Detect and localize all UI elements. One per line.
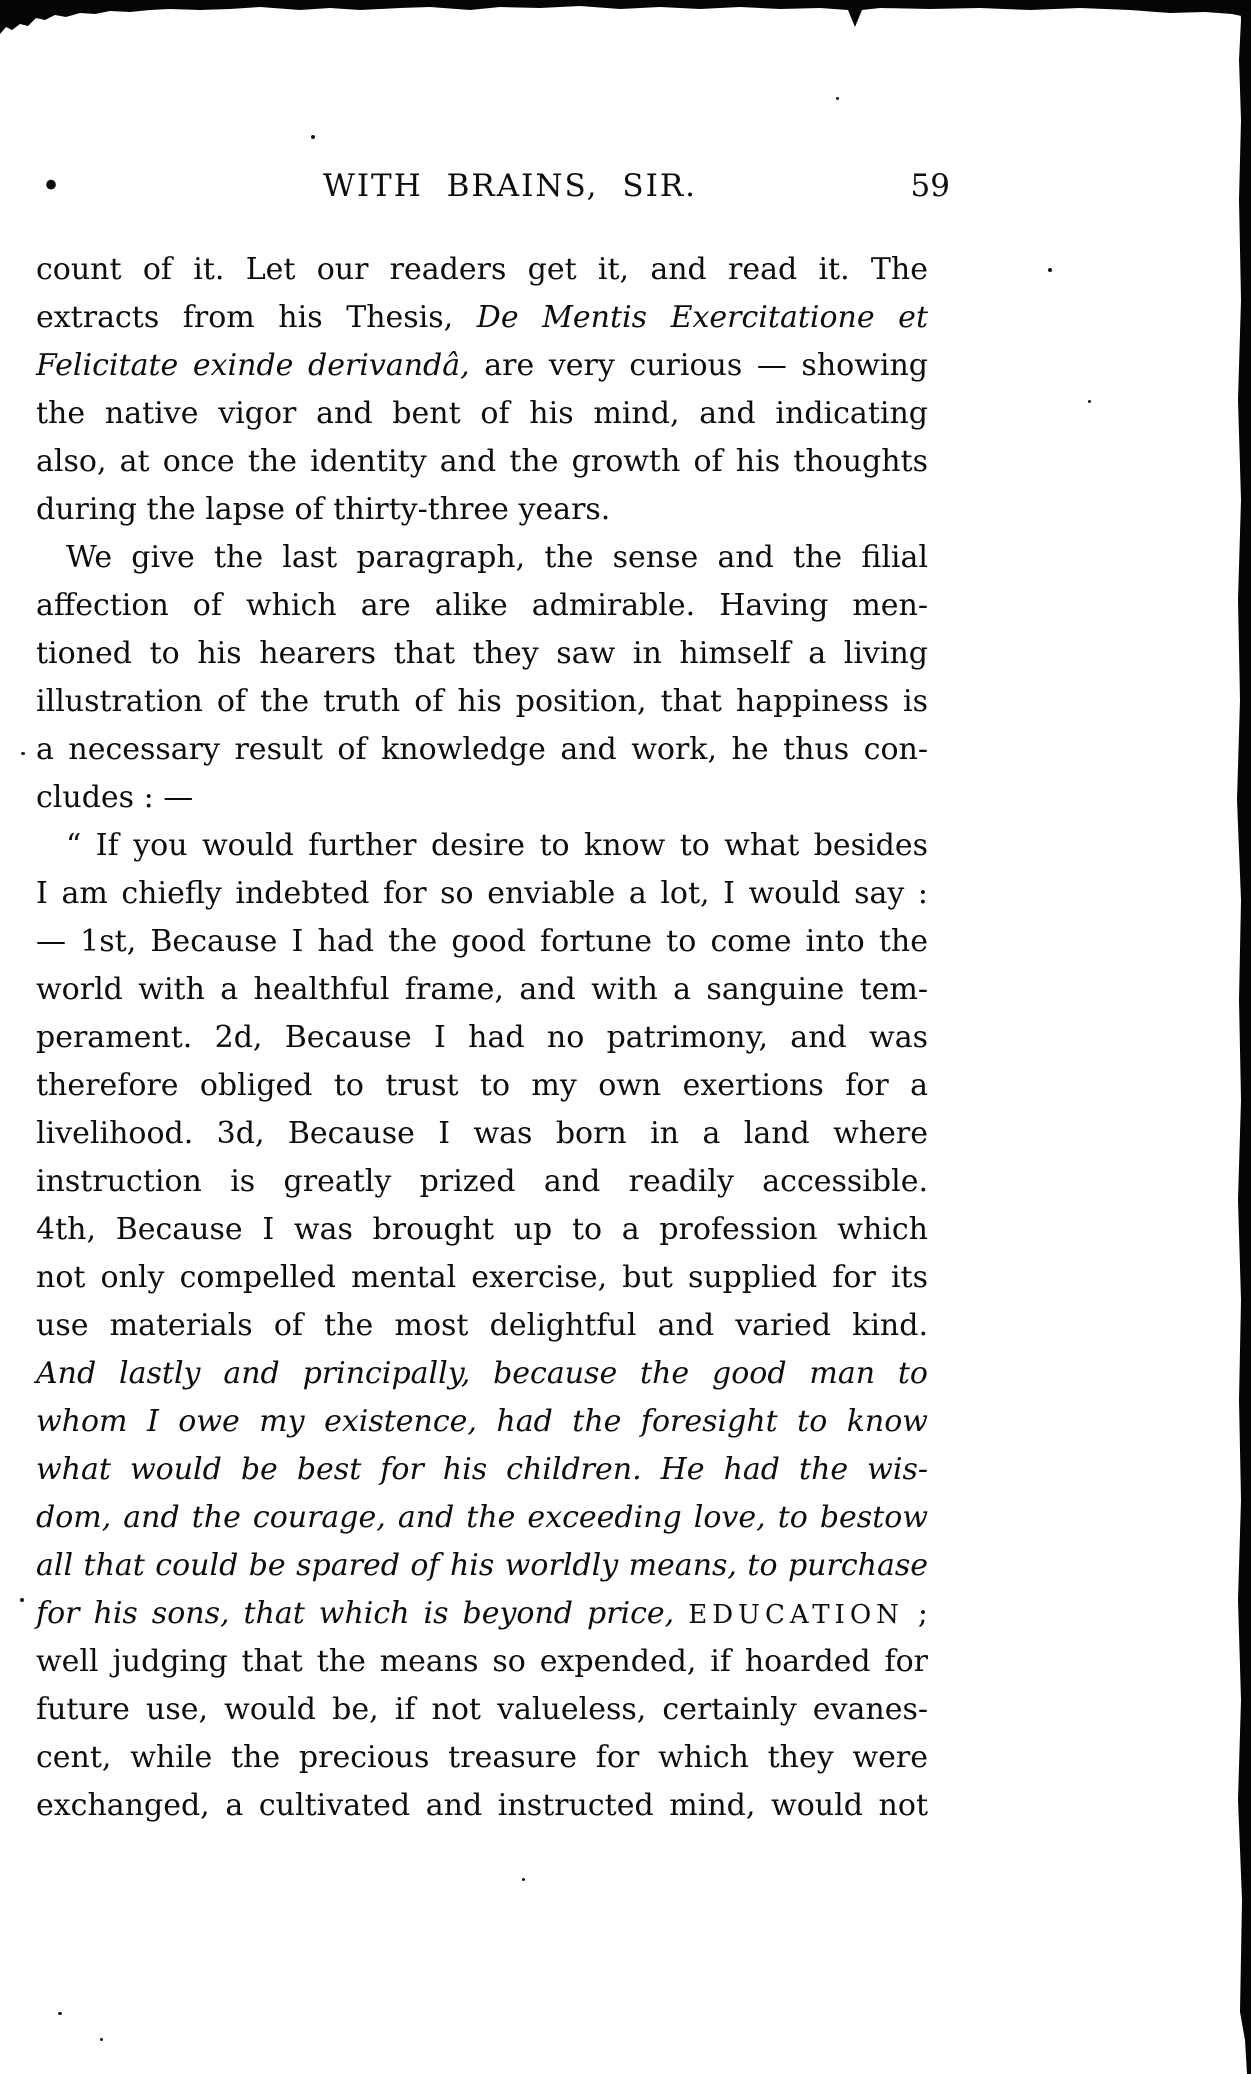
- scan-artifact-right-edge: [1237, 0, 1251, 2074]
- text-line: [36, 966, 928, 1014]
- scan-speck: [1048, 268, 1052, 272]
- text-line: [36, 582, 928, 630]
- text-line: [36, 534, 928, 582]
- scan-artifact-top-edge: [0, 0, 1251, 34]
- scan-speck: [311, 135, 315, 139]
- text-line: [36, 294, 928, 342]
- text-segment: perament. 2d, Because I had no patrimony, and was: [36, 1020, 928, 1055]
- text-line: [36, 390, 928, 438]
- page-number: 59: [910, 168, 950, 204]
- text-segment: affection of which are alike admirable. Having men-: [36, 588, 928, 623]
- text-line: [36, 1158, 928, 1206]
- text-line: [36, 1110, 928, 1158]
- scan-speck: [1088, 400, 1091, 403]
- text-segment: future use, would be, if not valueless, certainly evanes-: [36, 1692, 928, 1727]
- text-segment: cent, while the precious treasure for which they were: [36, 1740, 928, 1775]
- page-header: [36, 141, 950, 210]
- text-segment: whom I owe my existence, had the foresight to know: [36, 1404, 928, 1439]
- text-line: [36, 1638, 928, 1686]
- text-line: [36, 1494, 928, 1542]
- page-body: [36, 246, 928, 1830]
- text-segment: count of it. Let our readers get it, and read it. The: [36, 252, 928, 287]
- scan-speck: [21, 752, 25, 755]
- text-segment: during the lapse of thirty-three years.: [36, 492, 611, 527]
- text-line: [36, 870, 928, 918]
- scan-speck: [836, 97, 839, 100]
- text-segment: extracts from his Thesis,: [36, 300, 477, 335]
- text-segment: — 1st, Because I had the good fortune to come into the: [36, 924, 928, 959]
- text-segment: EDUCATION: [688, 1600, 904, 1630]
- text-segment: tioned to his hearers that they saw in himself a living: [36, 636, 928, 671]
- text-segment: are very curious — showing: [469, 348, 928, 383]
- scan-speck: [20, 1598, 24, 1602]
- text-segment: a necessary result of knowledge and work, he thus con-: [36, 732, 928, 767]
- text-segment: I am chiefly indebted for so enviable a lot, I would say :: [36, 876, 928, 911]
- stray-ink-dot: .: [42, 141, 61, 202]
- text-line: [36, 1590, 928, 1638]
- text-line: [36, 678, 928, 726]
- text-line: [36, 1686, 928, 1734]
- text-line: [36, 486, 928, 534]
- text-line: [36, 1254, 928, 1302]
- text-segment: 4th, Because I was brought up to a profession which: [36, 1212, 928, 1247]
- text-segment: Felicitate exinde derivandâ,: [36, 348, 470, 383]
- text-line: [36, 246, 928, 294]
- text-line: [36, 1350, 928, 1398]
- text-segment: world with a healthful frame, and with a sanguine tem-: [36, 972, 928, 1007]
- text-line: [36, 1446, 928, 1494]
- text-segment: not only compelled mental exercise, but supplied for its: [36, 1260, 928, 1295]
- text-line: [36, 1734, 928, 1782]
- text-segment: instruction is greatly prized and readily accessible.: [36, 1164, 928, 1199]
- text-line: [36, 630, 928, 678]
- text-segment: the native vigor and bent of his mind, and indicating: [36, 396, 928, 431]
- text-segment: exchanged, a cultivated and instructed mind, would not: [36, 1788, 928, 1823]
- text-line: [36, 822, 928, 870]
- text-line: [36, 1398, 928, 1446]
- text-line: [36, 1014, 928, 1062]
- scan-speck: [58, 2012, 62, 2015]
- text-line: [36, 1782, 928, 1830]
- text-segment: illustration of the truth of his position, that happiness is: [36, 684, 928, 719]
- text-line: [36, 774, 928, 822]
- text-segment: And lastly and principally, because the good man to: [36, 1356, 928, 1391]
- text-segment: ;: [903, 1596, 928, 1631]
- scan-speck: [100, 2038, 103, 2041]
- text-segment: well judging that the means so expended, if hoarded for: [36, 1644, 928, 1679]
- text-line: [36, 1062, 928, 1110]
- text-segment: We give the last paragraph, the sense and the filial: [66, 540, 928, 575]
- text-line: [36, 918, 928, 966]
- text-segment: what would be best for his children. He had the wis-: [36, 1452, 928, 1487]
- text-line: [36, 726, 928, 774]
- text-segment: cludes : —: [36, 780, 194, 815]
- text-segment: also, at once the identity and the growth of his thoughts: [36, 444, 928, 479]
- text-line: [36, 1302, 928, 1350]
- scan-speck: [522, 1878, 525, 1881]
- text-segment: De Mentis Exercitatione et: [476, 300, 928, 335]
- text-segment: livelihood. 3d, Because I was born in a land where: [36, 1116, 928, 1151]
- text-segment: for his sons, that which is beyond price,: [36, 1596, 689, 1631]
- text-segment: “ If you would further desire to know to what besides: [66, 828, 928, 863]
- text-line: [36, 1206, 928, 1254]
- text-segment: therefore obliged to trust to my own exertions for a: [36, 1068, 928, 1103]
- text-segment: dom, and the courage, and the exceeding love, to bestow: [36, 1500, 928, 1535]
- text-line: [36, 438, 928, 486]
- running-title: WITH BRAINS, SIR.: [322, 168, 698, 204]
- text-line: [36, 1542, 928, 1590]
- text-line: [36, 342, 928, 390]
- text-segment: use materials of the most delightful and varied kind.: [36, 1308, 928, 1343]
- text-segment: all that could be spared of his worldly means, to purchase: [36, 1548, 928, 1583]
